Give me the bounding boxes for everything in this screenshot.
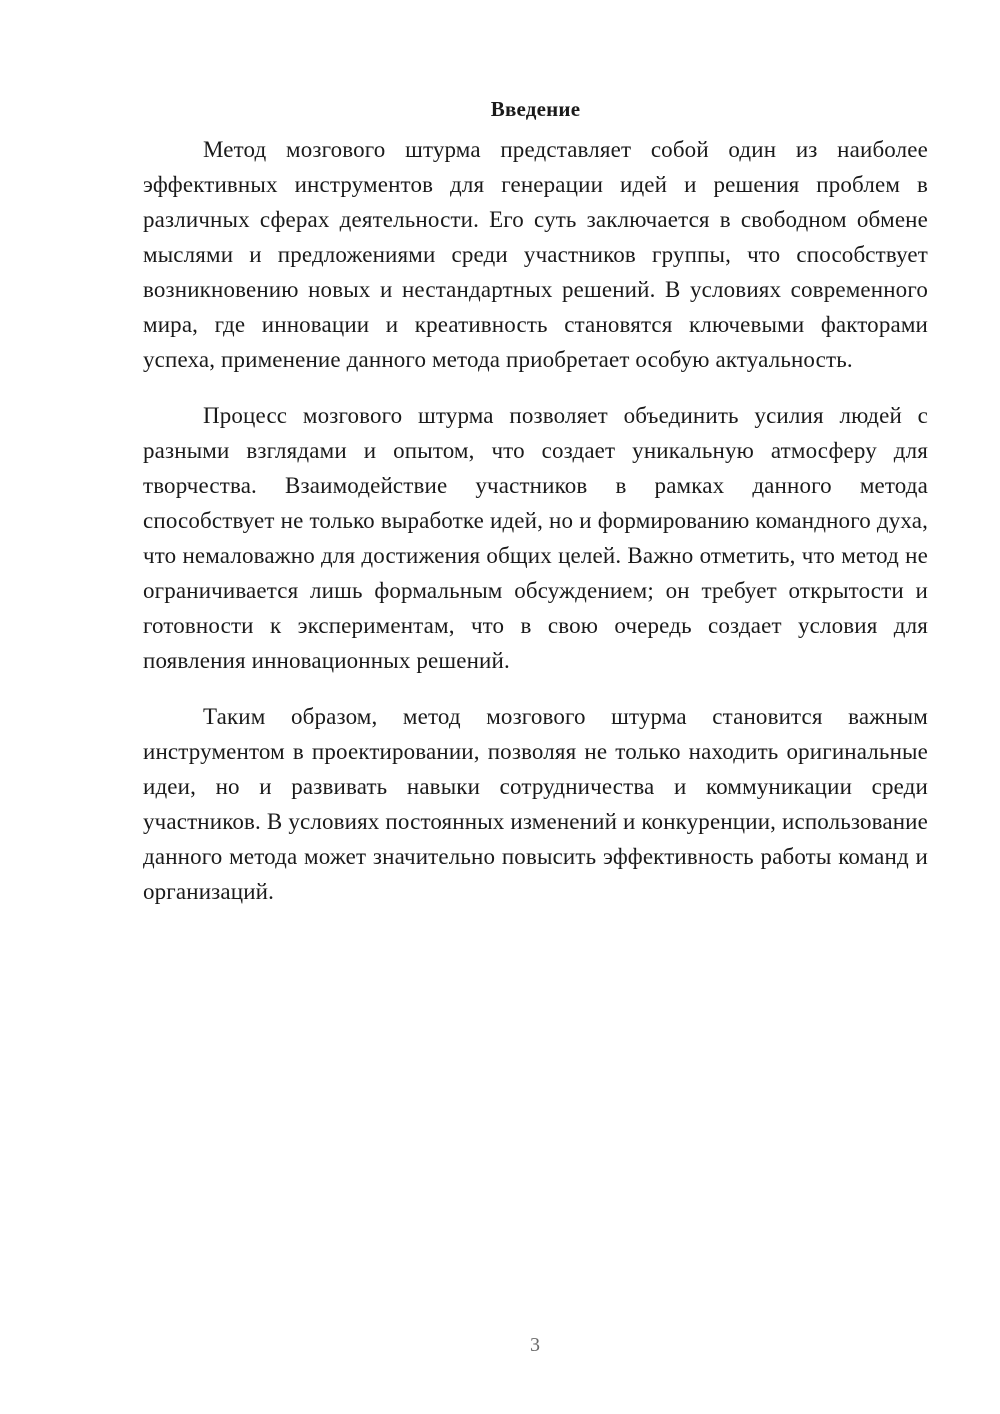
section-heading: Введение [490, 97, 581, 121]
page-number: 3 [530, 1334, 540, 1356]
document-body [143, 92, 928, 930]
paragraph-1: Метод мозгового штурма представляет собой один из наиболее эффективных инструментов для генерации идей и решения проблем в различных сферах деятельности. Его суть заключается в свободном обмене мыслями и предложениями среди участников группы, что способствует возникновению новых и нестандартных решений. В условиях современного мира, где инновации и креативность становятся ключевыми факторами успеха, применение данного метода приобретает особую актуальность. [143, 137, 928, 372]
paragraph-2: Процесс мозгового штурма позволяет объединить усилия людей с разными взглядами и опытом, что создает уникальную атмосферу для творчества. Взаимодействие участников в рамках данного метода способствует не только выработке идей, но и формированию командного духа, что немаловажно для достижения общих целей. Важно отметить, что метод не ограничивается лишь формальным обсуждением; он требует открытости и готовности к экспериментам, что в свою очередь создает условия для появления инновационных решений. [143, 403, 928, 673]
paragraph-3: Таким образом, метод мозгового штурма становится важным инструментом в проектировании, позволяя не только находить оригинальные идеи, но и развивать навыки сотрудничества и коммуникации среди участников. В условиях постоянных изменений и конкуренции, использование данного метода может значительно повысить эффективность работы команд и организаций. [143, 704, 928, 904]
